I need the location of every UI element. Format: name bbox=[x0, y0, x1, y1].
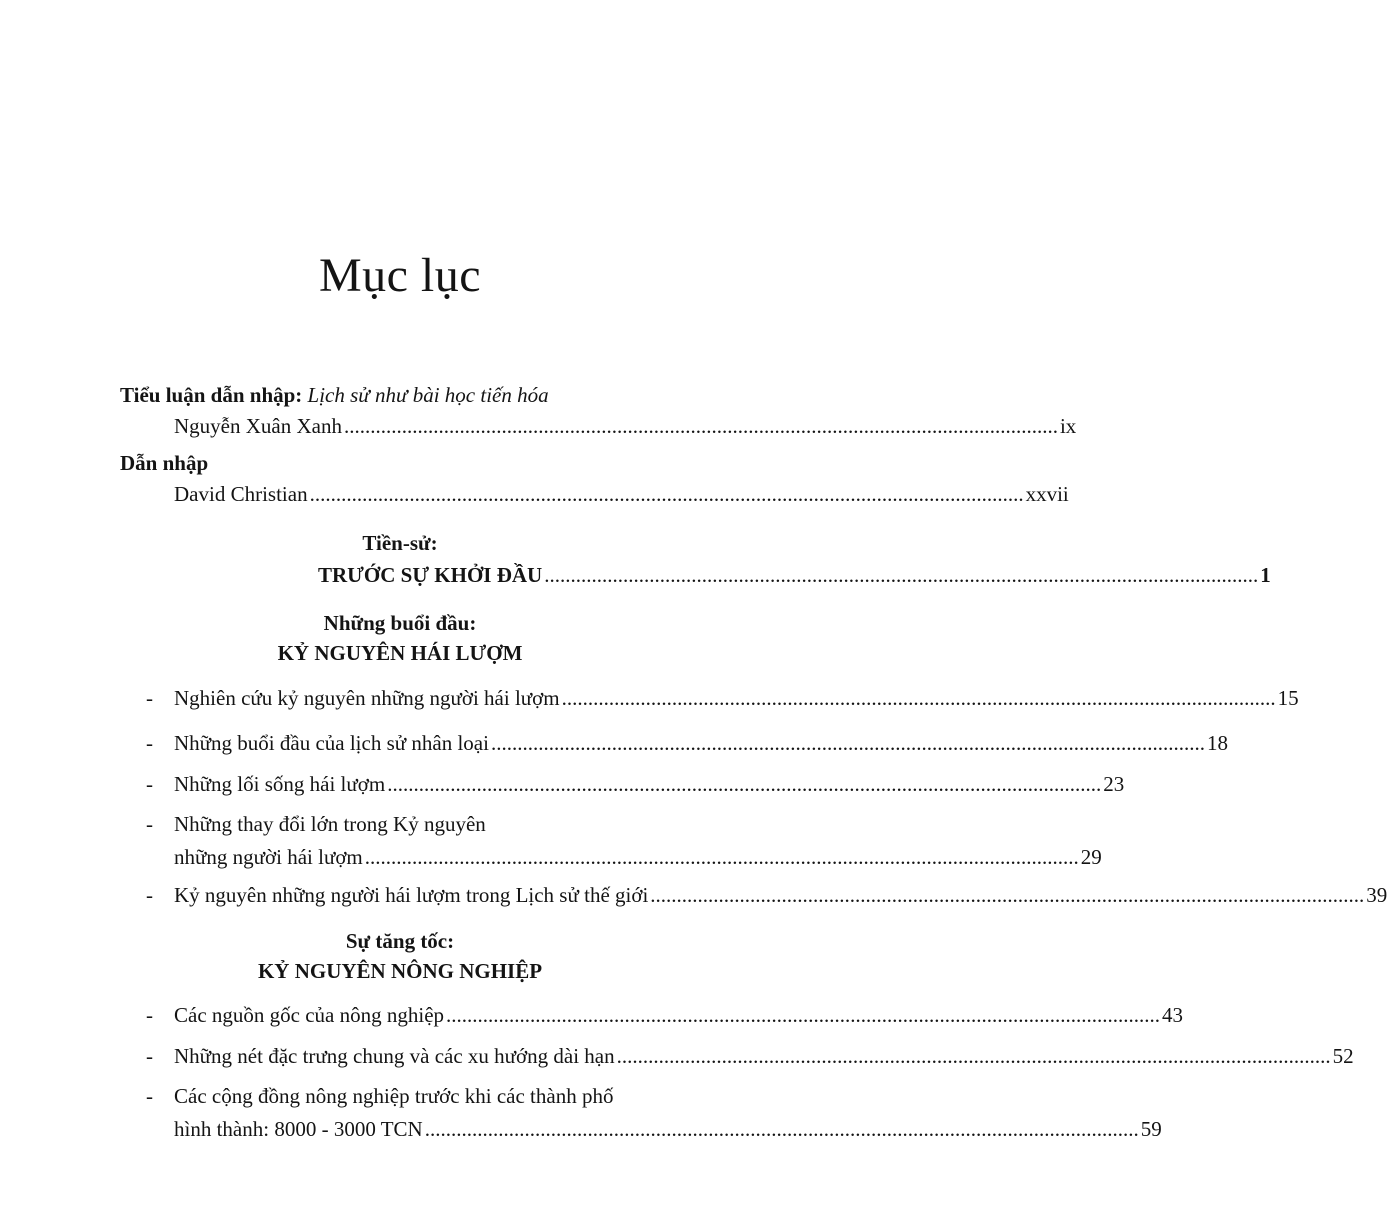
bullet-dash: - bbox=[146, 686, 153, 710]
toc-entry bbox=[174, 1043, 1354, 1069]
leader-dots: ........................................................................................................................................ bbox=[343, 414, 1058, 438]
toc-entry-title: Kỷ nguyên những người hái lượm trong Lịch sử thế giới bbox=[174, 883, 649, 907]
intro-essay-entry bbox=[174, 413, 1077, 439]
toc-entry-page: 52 bbox=[1332, 1044, 1354, 1068]
toc-entry-title: Những buổi đầu của lịch sử nhân loại bbox=[174, 731, 489, 755]
foraging-heading: Những buổi đầu: bbox=[323, 611, 477, 635]
foraging-title: KỶ NGUYÊN HÁI LƯỢM bbox=[277, 641, 523, 665]
prehistory-title: TRƯỚC SỰ KHỞI ĐẦU bbox=[318, 563, 543, 587]
toc-entry bbox=[174, 730, 1228, 756]
introduction-label: Dẫn nhập bbox=[120, 451, 209, 475]
toc-entry-title: Các nguồn gốc của nông nghiệp bbox=[174, 1003, 445, 1027]
toc-entry-title: Những lối sống hái lượm bbox=[174, 772, 386, 796]
bullet-dash: - bbox=[146, 1084, 153, 1108]
introduction-entry bbox=[174, 481, 1069, 507]
prehistory-heading: Tiền-sử: bbox=[362, 531, 438, 555]
leader-dots: ........................................................................................................................................ bbox=[650, 883, 1365, 907]
leader-dots: ........................................................................................................................................ bbox=[387, 772, 1102, 796]
bullet-dash: - bbox=[146, 812, 153, 836]
intro-essay-heading bbox=[120, 382, 549, 408]
toc-entry bbox=[174, 685, 1299, 711]
bullet-dash: - bbox=[146, 772, 153, 796]
leader-dots: ........................................................................................................................................ bbox=[309, 482, 1024, 506]
toc-entry-title: Các cộng đồng nông nghiệp trước khi các thành phố bbox=[174, 1084, 614, 1108]
agrarian-heading: Sự tăng tốc: bbox=[345, 929, 455, 953]
toc-entry-title-cont: những người hái lượm bbox=[174, 845, 363, 869]
bullet-dash: - bbox=[146, 883, 153, 907]
leader-dots: ........................................................................................................................................ bbox=[544, 563, 1259, 587]
toc-entry-title: Những nét đặc trưng chung và các xu hướng dài hạn bbox=[174, 1044, 615, 1068]
toc-entry-page: 23 bbox=[1103, 772, 1125, 796]
toc-entry-title-cont: hình thành: 8000 - 3000 TCN bbox=[174, 1117, 423, 1141]
leader-dots: ........................................................................................................................................ bbox=[364, 845, 1079, 869]
intro-essay-label: Tiểu luận dẫn nhập: bbox=[120, 383, 303, 407]
toc-entry-title: Nghiên cứu kỷ nguyên những người hái lượm bbox=[174, 686, 560, 710]
toc-entry-page: 39 bbox=[1366, 883, 1387, 907]
toc-entry-page: 59 bbox=[1140, 1117, 1162, 1141]
leader-dots: ........................................................................................................................................ bbox=[446, 1003, 1161, 1027]
toc-entry-page: 18 bbox=[1206, 731, 1228, 755]
toc-entry bbox=[174, 844, 1102, 870]
bullet-dash: - bbox=[146, 1003, 153, 1027]
toc-entry-page: 43 bbox=[1162, 1003, 1184, 1027]
toc-entry-page: 29 bbox=[1080, 845, 1102, 869]
intro-essay-subtitle: Lịch sử như bài học tiến hóa bbox=[307, 383, 549, 407]
toc-entry bbox=[174, 882, 1387, 908]
agrarian-title: KỶ NGUYÊN NÔNG NGHIỆP bbox=[257, 959, 543, 983]
bullet-dash: - bbox=[146, 731, 153, 755]
toc-entry bbox=[174, 771, 1125, 797]
toc-entry bbox=[174, 1116, 1162, 1142]
introduction-page: xxvii bbox=[1025, 482, 1069, 506]
introduction-author: David Christian bbox=[174, 482, 308, 506]
page-title: Mục lục bbox=[318, 249, 482, 302]
leader-dots: ........................................................................................................................................ bbox=[616, 1044, 1331, 1068]
intro-essay-page: ix bbox=[1059, 414, 1077, 438]
prehistory-entry bbox=[318, 562, 1271, 588]
leader-dots: ........................................................................................................................................ bbox=[490, 731, 1205, 755]
prehistory-page: 1 bbox=[1260, 563, 1271, 587]
leader-dots: ........................................................................................................................................ bbox=[561, 686, 1276, 710]
toc-entry bbox=[174, 1002, 1184, 1028]
intro-essay-author: Nguyễn Xuân Xanh bbox=[174, 414, 342, 438]
leader-dots: ........................................................................................................................................ bbox=[424, 1117, 1139, 1141]
toc-entry-title: Những thay đổi lớn trong Kỷ nguyên bbox=[174, 812, 486, 836]
toc-entry-page: 15 bbox=[1277, 686, 1299, 710]
bullet-dash: - bbox=[146, 1044, 153, 1068]
